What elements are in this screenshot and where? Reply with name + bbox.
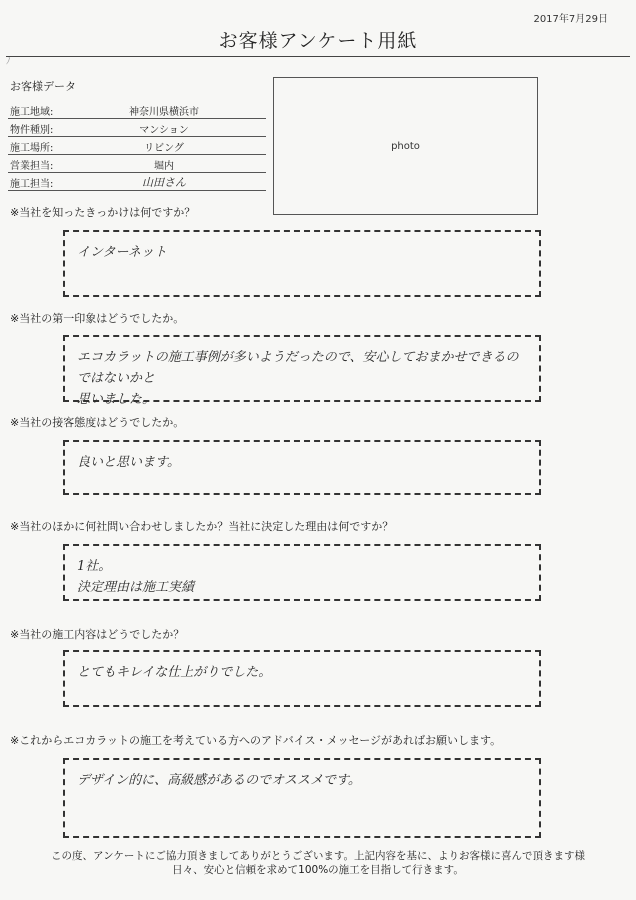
customer-row — [8, 173, 266, 191]
customer-row — [8, 137, 266, 155]
page-title: お客様アンケート用紙 — [218, 30, 418, 52]
question-label: ※当社の接客態度はどうでしたか。 — [10, 416, 185, 429]
answer-text: インターネット — [77, 245, 167, 260]
photo-label: photo — [391, 140, 420, 152]
customer-row — [8, 155, 266, 173]
customer-row-label: 施工場所: — [10, 143, 54, 154]
photo-placeholder — [273, 77, 538, 215]
question-label: ※当社の第一印象はどうでしたか。 — [10, 312, 185, 325]
customer-row — [8, 101, 266, 119]
answer-box — [63, 758, 541, 838]
customer-data-heading: お客様データ — [10, 80, 76, 93]
question-label: ※当社を知ったきっかけは何ですか？ — [10, 206, 196, 219]
customer-row-label: 営業担当: — [10, 161, 54, 172]
customer-row-label: 施工地域: — [10, 107, 54, 118]
answer-box — [63, 335, 541, 407]
answer-text: とてもキレイな仕上がりでした。 — [77, 665, 272, 680]
answer-box — [63, 440, 541, 495]
answer-text: 良いと思います。 — [77, 455, 180, 470]
question-label: ※当社のほかに何社問い合わせしましたか？当社に決定した理由は何ですか？ — [10, 520, 394, 533]
answer-box — [63, 544, 541, 601]
answer-text: 1社。 決定理由は施工実績 — [77, 559, 195, 595]
customer-row-value: 堀内 — [154, 161, 174, 172]
customer-row-value: マンション — [139, 125, 189, 136]
answer-box — [63, 230, 541, 297]
answer-box — [63, 650, 541, 707]
customer-row — [8, 119, 266, 137]
customer-row-label: 物件種別: — [10, 125, 54, 136]
footer-line: この度、アンケートにご協力頂きましてありがとうございます。上記内容を基に、よりお客様に喜んで頂きます様 — [50, 850, 586, 862]
answer-text: デザイン的に、高級感があるのでオススメです。 — [77, 773, 361, 788]
customer-data-table — [8, 101, 266, 191]
question-label: ※これからエコカラットの施工を考えている方へのアドバイス・メッセージがあればお願いします。 — [10, 734, 502, 747]
question-label: ※当社の施工内容はどうでしたか？ — [10, 628, 185, 641]
footer-line: 日々、安心と信頼を求めて100%の施工を目指して行きます。 — [172, 864, 464, 876]
answer-text: エコカラットの施工事例が多いようだったので、安心しておまかせできるのではないかと 思いました。 — [77, 350, 519, 407]
form-date: 2017年7月29日 — [533, 14, 608, 25]
title-divider — [6, 56, 630, 57]
footer-message — [0, 849, 636, 877]
pencil-mark-icon: ﾉ — [6, 57, 11, 67]
customer-row-value: リビング — [144, 143, 184, 154]
customer-row-value: 山田さん — [142, 176, 186, 189]
customer-row-value: 神奈川県横浜市 — [129, 107, 199, 118]
customer-row-label: 施工担当: — [10, 179, 54, 190]
